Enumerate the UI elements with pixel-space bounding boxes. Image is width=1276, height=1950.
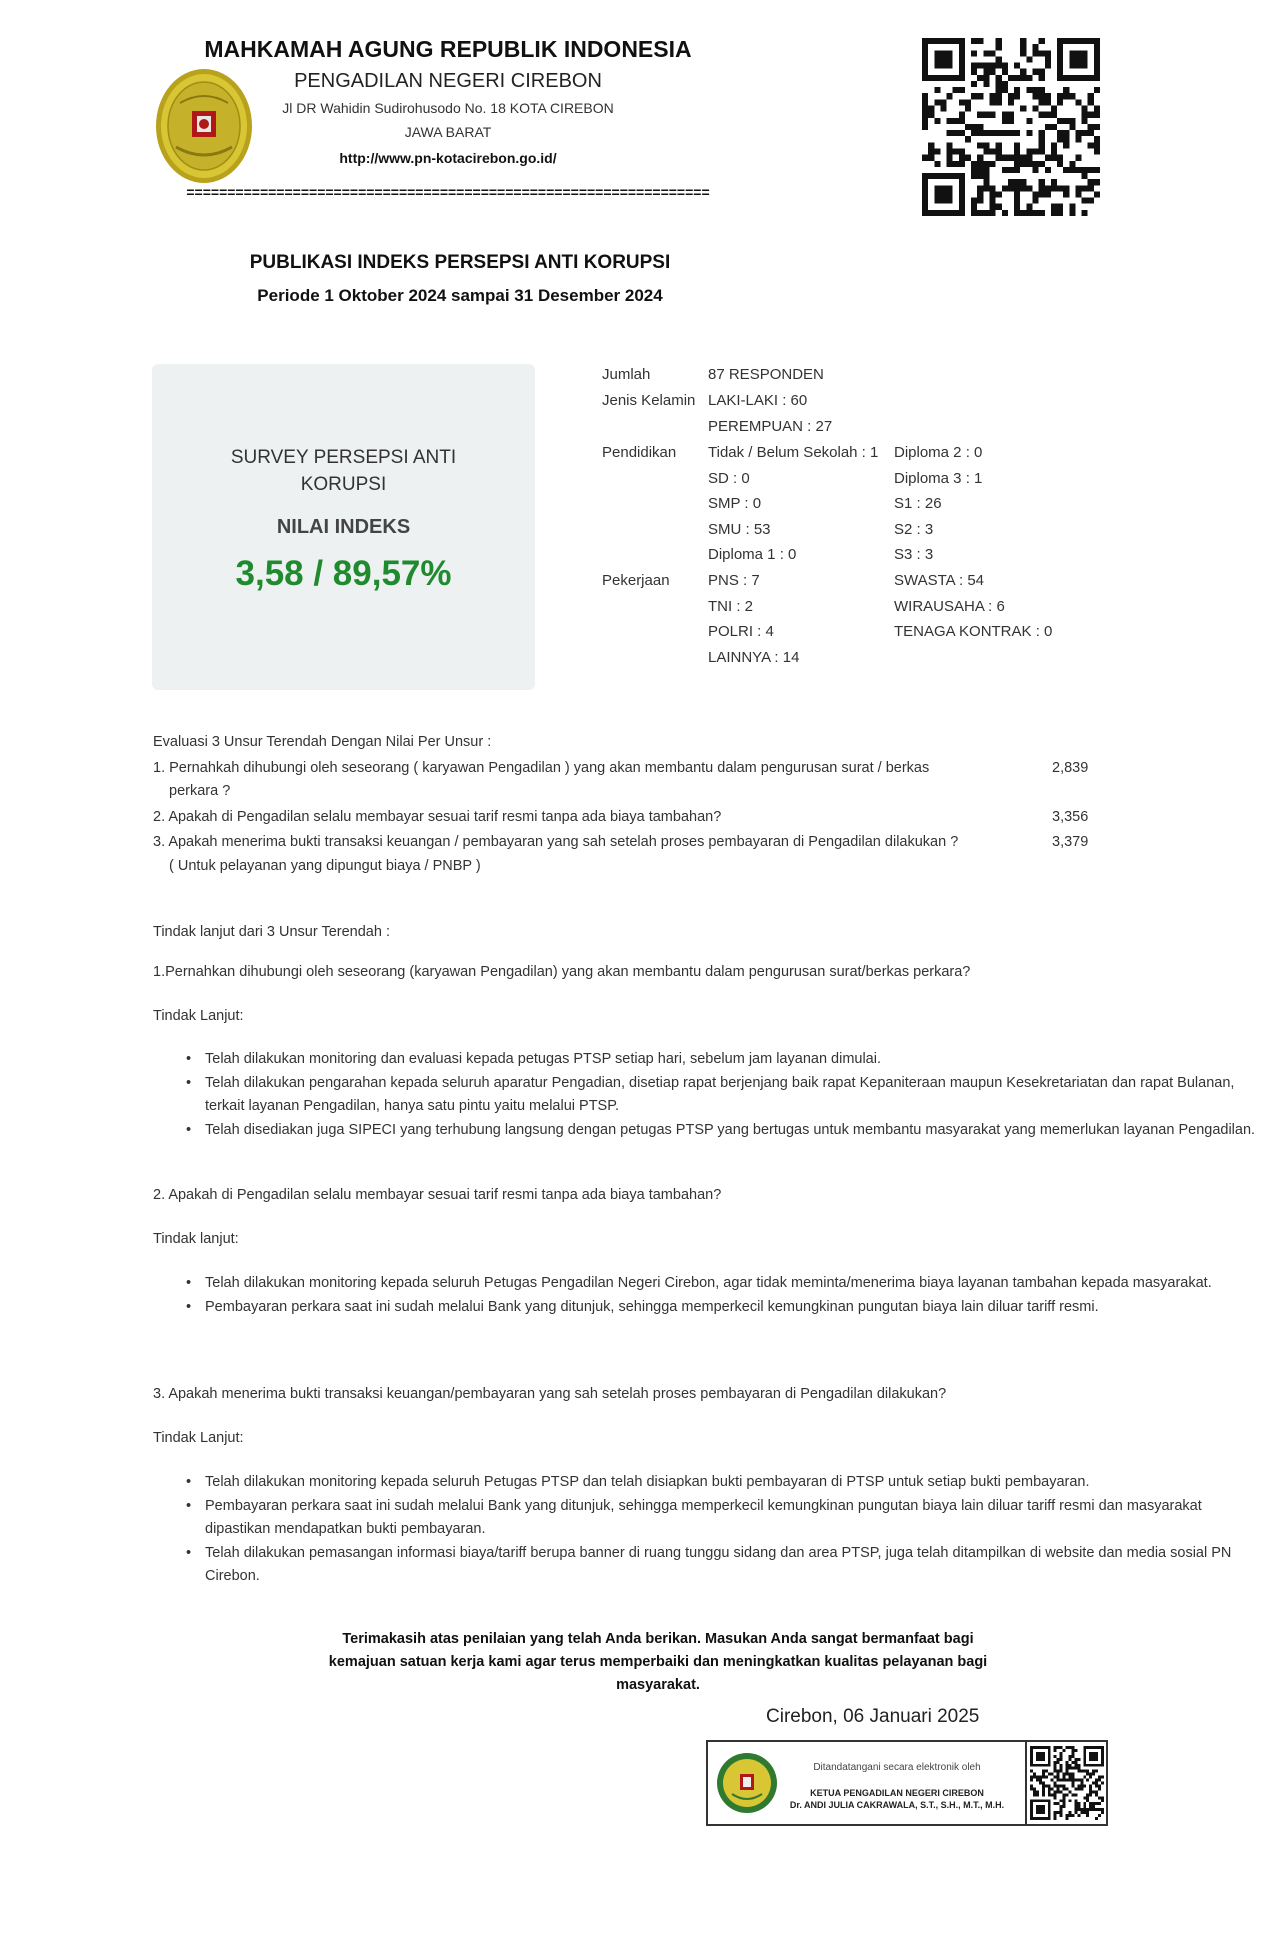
edu-item: Diploma 3 : 1: [894, 470, 983, 487]
qr-code-icon: [1030, 1746, 1104, 1820]
followup-question-3: 3. Apakah menerima bukti transaksi keuangan/pembayaran yang sah setelah proses pembayaran di Pengadilan dilakukan?: [153, 1386, 947, 1402]
edu-item: Diploma 1 : 0: [708, 546, 797, 563]
stat-label-jumlah: Jumlah: [602, 366, 651, 383]
job-item: PNS : 7: [708, 572, 760, 589]
closing-message: Terimakasih atas penilaian yang telah Anda berikan. Masukan Anda sangat bermanfaat bagi kemajuan satuan kerja kami agar terus memperbaiki dan meningkatkan kualitas pelayanan bagi masyarakat.: [328, 1631, 988, 1693]
index-label: NILAI INDEKS: [276, 516, 411, 538]
edu-item: Diploma 2 : 0: [894, 444, 983, 461]
list-item: • Telah dilakukan monitoring dan evaluasi kepada petugas PTSP setiap hari, sebelum jam layanan dimulai.: [205, 1048, 1265, 1072]
job-item: WIRAUSAHA : 6: [894, 598, 1005, 615]
evaluation-item-text: 3. Apakah menerima bukti transaksi keuangan / pembayaran yang sah setelah proses pembayaran di Pengadilan dilakukan ?: [153, 834, 959, 850]
edu-item: SMU : 53: [708, 521, 771, 538]
evaluation-item-value: 2,839: [1052, 760, 1089, 776]
edu-item: S3 : 3: [894, 546, 934, 563]
list-item: • Pembayaran perkara saat ini sudah melalui Bank yang ditunjuk, sehingga memperkecil kemungkinan pungutan biaya lain diluar tariff resmi.: [205, 1296, 1265, 1320]
stat-label-gender: Jenis Kelamin: [602, 392, 696, 409]
list-item: • Telah dilakukan pengarahan kepada seluruh aparatur Pengadian, disetiap rapat berjenjang baik rapat Kepaniteraan maupun Kesekretariatan dan rapat Bulanan, terkait layanan Pengadilan, hanya satu pintu yaitu melalui PTSP.: [205, 1072, 1265, 1119]
header-institution-name: PENGADILAN NEGERI CIREBON: [294, 70, 602, 92]
stat-value-jumlah: 87 RESPONDEN: [708, 366, 824, 383]
list-item: • Telah disediakan juga SIPECI yang terhubung langsung dengan petugas PTSP yang bertugas untuk membantu masyarakat yang memerlukan layanan Pengadilan.: [205, 1119, 1265, 1143]
signature-divider: [1025, 1742, 1027, 1824]
edu-item: S2 : 3: [894, 521, 934, 538]
job-item: SWASTA : 54: [894, 572, 985, 589]
header-website-link[interactable]: http://www.pn-kotacirebon.go.id/: [339, 150, 557, 166]
signatory-position: KETUA PENGADILAN NEGERI CIREBON: [810, 1788, 984, 1798]
job-item: LAINNYA : 14: [708, 649, 800, 666]
publication-title: PUBLIKASI INDEKS PERSEPSI ANTI KORUPSI: [249, 252, 671, 273]
list-item: • Telah dilakukan pemasangan informasi biaya/tariff berupa banner di ruang tunggu sidang dan area PTSP, juga telah ditampilkan di website dan media sosial PN Cirebon.: [205, 1542, 1265, 1589]
list-item: • Telah dilakukan monitoring kepada seluruh Petugas Pengadilan Negeri Cirebon, agar tidak meminta/menerima biaya layanan tambahan kepada masyarakat.: [205, 1272, 1265, 1296]
followup-label-3: Tindak Lanjut:: [153, 1430, 244, 1446]
header-province: JAWA BARAT: [404, 124, 492, 140]
signature-note: Ditandatangani secara elektronik oleh: [813, 1762, 981, 1773]
list-item: • Telah dilakukan monitoring kepada seluruh Petugas PTSP dan telah disiapkan bukti pembayaran di PTSP untuk setiap bukti pembayaran.: [205, 1471, 1265, 1495]
edu-item: SMP : 0: [708, 495, 762, 512]
job-item: POLRI : 4: [708, 623, 774, 640]
signatory-name: Dr. ANDI JULIA CAKRAWALA, S.T., S.H., M.T., M.H.: [789, 1800, 1005, 1810]
job-item: TNI : 2: [708, 598, 754, 615]
followup-question-1: 1.Pernahkan dihubungi oleh seseorang (karyawan Pengadilan) yang akan membantu dalam pengurusan surat/berkas perkara?: [153, 964, 971, 980]
stat-label-education: Pendidikan: [602, 444, 677, 461]
edu-item: SD : 0: [708, 470, 750, 487]
followup-question-2: 2. Apakah di Pengadilan selalu membayar sesuai tarif resmi tanpa ada biaya tambahan?: [153, 1187, 722, 1203]
evaluation-item-value: 3,379: [1052, 834, 1089, 850]
index-value: 3,58 / 89,57%: [235, 554, 452, 593]
job-item: TENAGA KONTRAK : 0: [894, 623, 1053, 640]
court-logo-small-icon: [716, 1752, 778, 1814]
stat-value-male: LAKI-LAKI : 60: [708, 392, 808, 409]
evaluation-title: Evaluasi 3 Unsur Terendah Dengan Nilai Per Unsur :: [153, 734, 492, 750]
stat-label-job: Pekerjaan: [602, 572, 670, 589]
header-address: Jl DR Wahidin Sudirohusodo No. 18 KOTA CIREBON: [282, 100, 614, 116]
edu-item: Tidak / Belum Sekolah : 1: [708, 444, 879, 461]
evaluation-item-text: perkara ?: [169, 783, 231, 799]
evaluation-item-text: 2. Apakah di Pengadilan selalu membayar sesuai tarif resmi tanpa ada biaya tambahan?: [153, 809, 722, 825]
survey-label: SURVEY PERSEPSI ANTI KORUPSI: [230, 447, 457, 495]
survey-index-card: [152, 364, 535, 690]
electronic-signature-box: [706, 1740, 1108, 1826]
place-date: Cirebon, 06 Januari 2025: [766, 1706, 980, 1727]
evaluation-item-text: ( Untuk pelayanan yang dipungut biaya / PNBP ): [169, 858, 481, 874]
header-court-name: MAHKAMAH AGUNG REPUBLIK INDONESIA: [204, 36, 692, 62]
edu-item: S1 : 26: [894, 495, 942, 512]
publication-period: Periode 1 Oktober 2024 sampai 31 Desember 2024: [257, 286, 663, 305]
followup-label-1: Tindak Lanjut:: [153, 1008, 244, 1024]
header-separator: ================================================================: [186, 184, 710, 200]
evaluation-item-text: 1. Pernahkah dihubungi oleh seseorang ( karyawan Pengadilan ) yang akan membantu dalam pengurusan surat / berkas: [153, 760, 930, 776]
qr-code-icon: [922, 38, 1100, 216]
followup-list-2: [153, 1272, 1265, 1319]
followup-label-2: Tindak lanjut:: [153, 1231, 239, 1247]
followup-list-1: [153, 1048, 1265, 1142]
list-item: • Pembayaran perkara saat ini sudah melalui Bank yang ditunjuk, sehingga memperkecil kemungkinan pungutan biaya lain diluar tariff resmi dan masyarakat dipastikan mendapatkan bukti pembayaran.: [205, 1495, 1265, 1542]
evaluation-item-value: 3,356: [1052, 809, 1089, 825]
followup-title: Tindak lanjut dari 3 Unsur Terendah :: [153, 924, 390, 940]
stat-value-female: PEREMPUAN : 27: [708, 418, 833, 435]
followup-list-3: [153, 1471, 1265, 1589]
